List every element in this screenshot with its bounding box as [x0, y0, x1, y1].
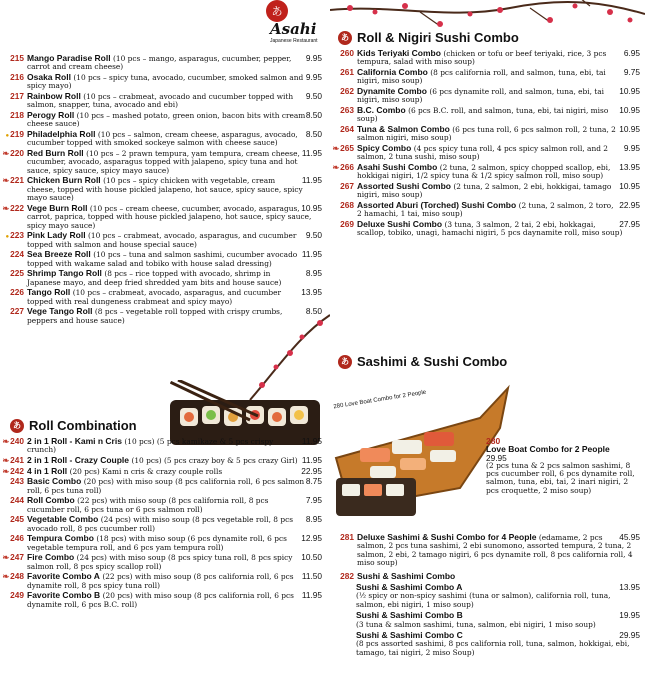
- item-description: (8 pcs – rice topped with avocado, shrimp in Japanese mayo, and deep fried shredded yam bits and house sauce): [27, 269, 282, 287]
- item-name: Rainbow Roll: [27, 91, 81, 101]
- menu-item: [330, 68, 640, 86]
- roll-nigiri-list: [330, 49, 640, 238]
- item-price: 11.50: [301, 571, 322, 582]
- love-boat-callout: [486, 437, 636, 495]
- item-description: (6 pcs tuna roll, 6 pcs salmon roll, 2 tuna, 2 salmon nigiri, miso soup): [357, 125, 616, 143]
- item-number: 264: [340, 124, 354, 134]
- item-body: [357, 533, 640, 568]
- callout-description: (2 pcs tuna & 2 pcs salmon sashimi, 8 pcs cucumber roll, 6 pcs dynamite roll, salmon, tuna, ebi, tai, 2 inari nigiri, 2 pcs croquette, 2 miso soup): [486, 460, 635, 495]
- section-badge-icon: あ: [338, 31, 352, 45]
- item-number: 225: [10, 268, 24, 279]
- item-number: 263: [340, 105, 354, 115]
- item-price: 11.95: [301, 249, 322, 260]
- item-price: 8.50: [305, 110, 322, 120]
- item-number: ❧ 240: [0, 437, 27, 455]
- item-price: 22.95: [301, 465, 322, 476]
- item-number: 267: [340, 181, 354, 191]
- item-number: 244: [10, 495, 24, 506]
- love-boat-label-number: 280: [333, 402, 344, 411]
- item-price: 9.50: [305, 91, 322, 101]
- menu-item: [330, 182, 640, 200]
- sashimi-sushi-list: [330, 533, 640, 659]
- item-body: [27, 456, 322, 465]
- item-price: 10.95: [619, 86, 640, 96]
- item-description: (10 pcs – salmon, cream cheese, asparagus, avocado, cucumber topped with smoked sockeye salmon with cheese sauce): [27, 130, 298, 148]
- item-number: ❧ 241: [0, 456, 27, 465]
- item-body: [27, 307, 322, 325]
- item-number: 216: [10, 72, 24, 82]
- item-body: [27, 515, 322, 533]
- item-name: Asahi Sushi Combo: [357, 162, 438, 172]
- item-name: Deluxe Sushi Combo: [357, 219, 443, 229]
- item-body: [27, 591, 322, 609]
- item-number: ❧ 247: [0, 553, 27, 571]
- item-name: Spicy Combo: [357, 143, 412, 153]
- item-name: Tempura Combo: [27, 533, 94, 544]
- item-number: 281: [340, 532, 354, 542]
- item-body: [27, 149, 322, 175]
- menu-item: [330, 163, 640, 181]
- menu-item: [0, 288, 322, 306]
- menu-item: [330, 572, 640, 581]
- item-body: [357, 163, 640, 181]
- menu-item: [0, 250, 322, 268]
- menu-item: [0, 269, 322, 287]
- item-name: Osaka Roll: [27, 72, 71, 82]
- menu-item: [330, 220, 640, 238]
- item-name: Assorted Aburi (Torched) Sushi Combo: [357, 200, 517, 210]
- item-body: [27, 288, 322, 306]
- item-number: ❧ 221: [0, 176, 27, 202]
- item-description: (10 pcs) (5 pcs kamikaze & 5 pcs crispy crunch): [27, 437, 274, 455]
- item-body: [357, 87, 640, 105]
- item-price: 27.95: [619, 219, 640, 229]
- item-number: ❧ 242: [0, 467, 27, 476]
- item-name: Deluxe Sashimi & Sushi Combo for 4 People: [357, 532, 537, 542]
- item-name: Roll Combo: [27, 495, 75, 506]
- item-description: (8 pcs – vegetable roll topped with crispy crumbs, peppers and house sauce): [27, 307, 283, 325]
- menu-item: [0, 130, 322, 148]
- item-body: [27, 572, 322, 590]
- item-name: 2 in 1 Roll - Crazy Couple: [27, 455, 130, 465]
- item-name: Favorite Combo B: [27, 590, 101, 601]
- item-price: 11.95: [301, 590, 322, 601]
- item-price: 8.95: [305, 514, 322, 525]
- item-name: Shrimp Tango Roll: [27, 268, 102, 279]
- item-name: Assorted Sushi Combo: [357, 181, 451, 191]
- item-body: [27, 92, 322, 110]
- item-description: (10 pcs – tuna and salmon sashimi, cucumber avocado topped with wakame salad and tobiko with house salad dressing): [27, 250, 298, 268]
- section-title: Sashimi & Sushi Combo: [357, 354, 508, 369]
- logo-wordmark: Asahi: [270, 20, 317, 38]
- item-price: 11.95: [301, 175, 322, 186]
- item-body: [27, 130, 322, 148]
- item-name: Basic Combo: [27, 476, 82, 487]
- section-heading: [338, 354, 640, 369]
- item-number: 226: [10, 287, 24, 298]
- menu-item: [330, 201, 640, 219]
- item-body: [357, 68, 640, 86]
- item-body: [357, 201, 640, 219]
- logo-subtitle: Japanese Restaurant: [270, 38, 318, 44]
- item-description: (6 pcs dynamite roll, and salmon, tuna, ebi, tai nigiri, miso soup): [357, 87, 605, 105]
- item-description: (10 pcs – crabmeat, avocado, asparagus, and cucumber topped with real dungeness crabmeat and spicy mayo): [27, 288, 282, 306]
- item-name: Chicken Burn Roll: [27, 175, 101, 186]
- cherry-blossom-branch-top: [330, 0, 645, 32]
- item-description: (10 pcs – crabmeat, avocado, asparagus, and cucumber topped with salmon and house special sauce): [27, 231, 297, 249]
- item-name: Dynamite Combo: [357, 86, 427, 96]
- item-number: 217: [10, 91, 24, 101]
- item-price: 13.95: [619, 582, 640, 593]
- item-name: 4 in 1 Roll: [27, 465, 68, 476]
- menu-item: [0, 437, 322, 455]
- item-description: (18 pcs) with miso soup (6 pcs dynamite roll, 6 pcs vegetable tempura roll, and 6 pcs yam tempura roll): [27, 534, 287, 552]
- item-name: Sushi & Sashimi Combo A: [356, 582, 463, 593]
- item-body: [27, 73, 322, 91]
- item-body: [27, 54, 322, 72]
- item-description: (edamame, 2 pcs salmon, 2 pcs tuna sashimi, 2 ebi sunomono, assorted tempura, 2 tuna, 2 salmon, 2 ebi, 2 tamago nigiri, 6 pcs dynamite roll, 8 pcs california roll, 4 miso soup): [357, 533, 633, 568]
- item-name: Sushi & Sashimi Combo: [357, 570, 456, 581]
- item-number: 224: [10, 249, 24, 260]
- roll-nigiri-section: [330, 30, 640, 239]
- menu-item: [330, 106, 640, 124]
- item-price: 29.95: [619, 630, 640, 641]
- item-number: 268: [340, 200, 354, 210]
- item-number: 269: [340, 219, 354, 229]
- item-name: Sea Breeze Roll: [27, 249, 91, 260]
- menu-item: [0, 111, 322, 129]
- item-name: Kids Teriyaki Combo: [357, 48, 441, 58]
- item-price: 10.95: [619, 105, 640, 115]
- item-price: 10.95: [619, 181, 640, 191]
- item-number: 227: [10, 306, 24, 317]
- item-name: Sushi & Sashimi Combo C: [356, 630, 463, 641]
- menu-item: [0, 591, 322, 609]
- item-description: (20 pcs) Kami n cris & crazy couple rolls: [69, 466, 223, 476]
- menu-item: [0, 92, 322, 110]
- item-body: [27, 437, 322, 455]
- item-body: [27, 553, 322, 571]
- callout-name: Love Boat Combo for 2 People: [486, 444, 610, 455]
- menu-item: [330, 144, 640, 162]
- item-description: (10 pcs – spicy tuna, avocado, cucumber, smoked salmon and spicy mayo): [27, 73, 304, 91]
- menu-item: [0, 54, 322, 72]
- item-price: 10.95: [619, 124, 640, 134]
- sashimi-sushi-section: [330, 354, 640, 373]
- item-number: ● 219: [0, 130, 27, 148]
- callout-price: 29.95: [486, 452, 507, 463]
- item-name: 2 in 1 Roll - Kami n Cris: [27, 436, 122, 446]
- item-description: (8 pcs california roll, and salmon, tuna, ebi, tai nigiri, miso soup): [357, 68, 606, 86]
- item-price: 11.95: [301, 455, 322, 465]
- item-number: ❧ 220: [0, 149, 27, 175]
- item-name: Sushi & Sashimi Combo B: [356, 610, 463, 621]
- section-heading: [10, 418, 322, 433]
- item-price: 9.95: [305, 72, 322, 82]
- item-price: 9.95: [305, 53, 322, 63]
- item-description: (22 pcs) with miso soup (8 pcs california roll, 8 pcs cucumber roll, 6 pcs tuna or 6 pcs salmon roll): [27, 496, 269, 514]
- item-description: (2 tuna, 2 salmon, 2 toro, 2 hamachi, 1 tai, miso soup): [357, 201, 614, 219]
- menu-item: [0, 231, 322, 249]
- menu-item: [0, 477, 322, 495]
- menu-item: [0, 204, 322, 230]
- menu-item: [0, 496, 322, 514]
- item-price: 10.50: [301, 552, 322, 563]
- menu-item: [0, 553, 322, 571]
- item-name: California Combo: [357, 67, 428, 77]
- item-description: (24 pcs) with miso soup (8 pcs spicy tuna roll, 8 pcs spicy salmon roll, 8 pcs spicy scallop roll): [27, 553, 293, 571]
- item-number: 261: [340, 67, 354, 77]
- item-name: Fire Combo: [27, 552, 75, 563]
- item-description: (2 tuna, 2 salmon, spicy chopped scallop, ebi, hokkigai nigiri, 1/2 spicy tuna & 1/2 spicy salmon roll, miso soup): [357, 163, 611, 181]
- item-number: 215: [10, 53, 24, 63]
- item-price: 8.50: [305, 306, 322, 317]
- sub-menu-item: [356, 583, 640, 609]
- item-description: (½ spicy or non-spicy sashimi (tuna or salmon), california roll, tuna, salmon, ebi nigiri, 1 miso soup): [356, 591, 611, 609]
- item-number: ● 223: [0, 231, 27, 249]
- item-description: (3 tuna, 3 salmon, 2 tai, 2 ebi, hokkagai, scallop, tobiko, unagi, hamachi nigiri, 5 pcs daynamite roll, miso soup): [357, 220, 623, 238]
- roll-combination-section: [0, 418, 322, 610]
- item-description: (4 pcs spicy tuna roll, 4 pcs spicy salmon roll, and 2 salmon, 2 tuna sushi, miso soup): [357, 144, 608, 162]
- item-number: 249: [10, 590, 24, 601]
- item-description: (20 pcs) with miso soup (8 pcs california roll, 6 pcs dynamite roll, 6 pcs B.C. roll): [27, 591, 294, 609]
- item-number: 243: [10, 476, 24, 487]
- item-body: [357, 144, 640, 162]
- love-boat-image: [330, 378, 510, 518]
- item-price: 8.95: [305, 268, 322, 279]
- item-description: (8 pcs assorted sashimi, 8 pcs california roll, tuna, salmon, hokkigai, ebi, tamago, tai nigiri, 2 miso Soup): [356, 639, 630, 657]
- item-price: 45.95: [619, 532, 640, 542]
- item-name: Vegetable Combo: [27, 514, 99, 525]
- item-number: 246: [10, 533, 24, 544]
- item-price: 11.95: [301, 436, 322, 446]
- callout-number: 280: [486, 436, 501, 446]
- item-description: (24 pcs) with miso soup (8 pcs vegetable roll, 8 pcs avocado roll, 8 pcs cucumber roll): [27, 515, 294, 533]
- section-title: Roll Combination: [29, 418, 137, 433]
- item-body: [27, 496, 322, 514]
- item-body: [27, 534, 322, 552]
- item-name: Tango Roll: [27, 287, 71, 298]
- item-number: ❧ 265: [330, 144, 357, 162]
- item-price: 9.95: [623, 143, 640, 153]
- love-boat-label-text: Love Boat Combo for 2 People: [344, 389, 427, 409]
- item-name: Vege Tango Roll: [27, 306, 93, 317]
- item-number: 282: [340, 570, 354, 581]
- item-body: [357, 182, 640, 200]
- item-number: ❧ 248: [0, 572, 27, 590]
- item-name: Favorite Combo A: [27, 571, 100, 582]
- menu-item: [330, 49, 640, 67]
- item-price: 10.95: [301, 202, 322, 213]
- item-body: [27, 111, 322, 129]
- item-name: Mango Paradise Roll: [27, 53, 111, 63]
- item-name: Philadelphia Roll: [27, 129, 96, 139]
- item-body: [357, 220, 640, 238]
- rolls-list: [0, 54, 322, 326]
- item-name: Perogy Roll: [27, 110, 75, 120]
- item-price: 11.95: [301, 148, 322, 158]
- section-badge-icon: あ: [338, 355, 352, 369]
- item-body: [27, 204, 322, 230]
- section-title: Roll & Nigiri Sushi Combo: [357, 30, 519, 45]
- item-body: [357, 49, 640, 67]
- item-body: [27, 477, 322, 495]
- menu-item: [0, 572, 322, 590]
- item-description: (6 pcs B.C. roll, and salmon, tuna, ebi, tai nigiri, miso soup): [357, 106, 609, 124]
- item-body: [357, 125, 640, 143]
- item-price: 19.95: [619, 610, 640, 621]
- menu-item: [0, 456, 322, 465]
- item-number: 245: [10, 514, 24, 525]
- restaurant-logo: [248, 0, 320, 52]
- item-price: 9.50: [305, 230, 322, 241]
- item-description: (10 pcs – mashed potato, green onion, bacon bits with cream cheese sauce): [27, 111, 306, 129]
- menu-item: [0, 149, 322, 175]
- item-body: [27, 250, 322, 268]
- item-name: Red Burn Roll: [27, 148, 84, 158]
- item-price: 9.75: [623, 67, 640, 77]
- item-price: 22.95: [619, 200, 640, 210]
- item-description: (22 pcs) with miso soup (8 pcs california roll, 6 pcs dynamite roll, 8 pcs spicy tuna roll): [27, 572, 294, 590]
- menu-item: [0, 534, 322, 552]
- item-price: 12.95: [301, 533, 322, 544]
- item-price: 13.95: [301, 287, 322, 298]
- menu-item: [0, 467, 322, 476]
- item-price: 6.95: [623, 48, 640, 58]
- item-body: [27, 269, 322, 287]
- item-number: 260: [340, 48, 354, 58]
- menu-item: [0, 515, 322, 533]
- item-body: [357, 106, 640, 124]
- item-name: Tuna & Salmon Combo: [357, 124, 450, 134]
- item-price: 7.95: [305, 495, 322, 506]
- item-number: 262: [340, 86, 354, 96]
- item-description: (3 tuna & salmon sashimi, tuna, salmon, ebi nigiri, 1 miso soup): [356, 619, 596, 629]
- item-name: Vege Burn Roll: [27, 202, 88, 213]
- item-description: (10 pcs – 2 prawn tempura, yam tempura, cream cheese, cucumber, avocado, asparagus topped with jalapeno, spicy tuna and hot sauce, spicy sauce, spicy mayo sauce): [27, 149, 300, 175]
- item-number: ❧ 222: [0, 204, 27, 230]
- item-price: 8.75: [305, 476, 322, 487]
- item-description: (10 pcs – crabmeat, avocado and cucumber topped with salmon, snapper, tuna, avocado and ebi): [27, 92, 294, 110]
- item-body: [27, 231, 322, 249]
- item-name: B.C. Combo: [357, 105, 406, 115]
- menu-item: [0, 307, 322, 325]
- item-name: Pink Lady Roll: [27, 230, 86, 241]
- item-description: (10 pcs – mango, asparagus, cucumber, pepper, carrot and cream cheese): [27, 54, 292, 72]
- roll-combination-list: [0, 437, 322, 609]
- menu-item: [0, 176, 322, 202]
- item-number: ❧ 266: [330, 163, 357, 181]
- section-heading: [338, 30, 640, 45]
- item-description: (20 pcs) with miso soup (8 pcs california roll, 6 pcs salmon roll, 6 pcs tuna roll): [27, 477, 305, 495]
- section-badge-icon: あ: [10, 419, 24, 433]
- item-description: (2 tuna, 2 salmon, 2 ebi, hokkigai, tamago nigiri, miso soup): [357, 182, 612, 200]
- menu-item: [330, 533, 640, 568]
- menu-item: [330, 87, 640, 105]
- logo-seal: あ: [266, 0, 288, 22]
- sub-menu-item: [356, 611, 640, 629]
- item-body: [27, 176, 322, 202]
- item-description: (10 pcs) (5 pcs crazy boy & 5 pcs crazy Girl): [131, 456, 298, 465]
- sub-menu-item: [356, 631, 640, 657]
- item-number: 218: [10, 110, 24, 120]
- item-description: (10 pcs – spicy chicken with vegetable, cream cheese, topped with house pickled jalapeno, hot sauce, spicy sauce, spicy mayo sauce): [27, 176, 303, 203]
- menu-item: [0, 73, 322, 91]
- item-description: (10 pcs – cream cheese, cucumber, avocado, asparagus, carrot, paprica, topped with house pickled jalapeno, hot sauce, spicy sauce, spicy mayo sauce): [27, 203, 312, 230]
- item-price: 8.50: [305, 129, 322, 139]
- menu-item: [330, 125, 640, 143]
- item-description: (chicken or tofu or beef teriyaki, rice, 3 pcs tempura, salad with miso soup): [357, 49, 607, 67]
- item-body: [357, 572, 640, 581]
- item-price: 13.95: [619, 162, 640, 172]
- item-body: [27, 467, 322, 476]
